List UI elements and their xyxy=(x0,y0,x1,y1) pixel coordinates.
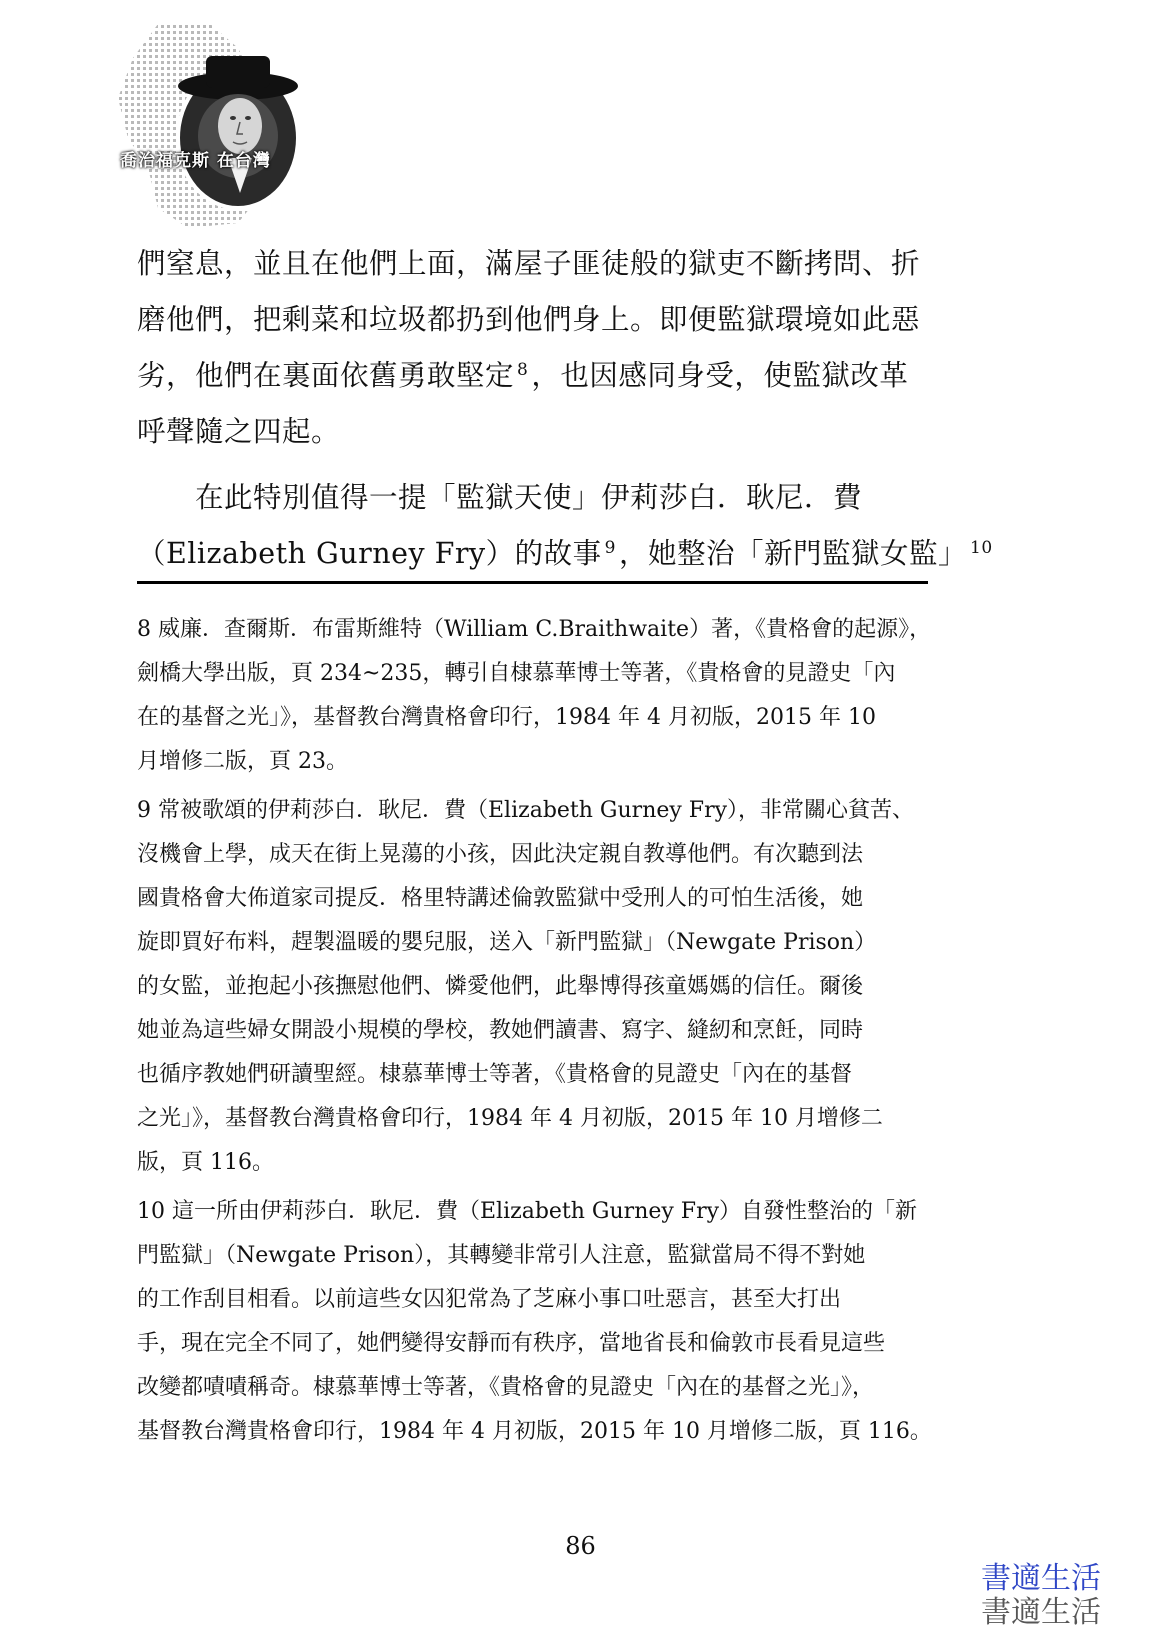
footnote-line: 門監獄」（Newgate Prison），其轉變非常引人注意，監獄當局不得不對她 xyxy=(137,1243,866,1268)
footnote-line: 沒機會上學，成天在街上晃蕩的小孩，因此決定親自教導他們。有次聽到法 xyxy=(137,842,864,867)
footnote-line: 月增修二版，頁 23。 xyxy=(137,749,348,774)
footnote-line: 10 這一所由伊莉莎白．耿尼．費（Elizabeth Gurney Fry）自發性整治的「新 xyxy=(137,1199,918,1224)
footnote-line: 之光」》，基督教台灣貴格會印行，1984 年 4 月初版，2015 年 10 月增修二 xyxy=(137,1106,883,1131)
footnote-line: 的工作刮目相看。以前這些女囚犯常為了芝麻小事口吐惡言，甚至大打出 xyxy=(137,1287,842,1312)
footnote-line: 旋即買好布料，趕製溫暖的嬰兒服，送入「新門監獄」（Newgate Prison） xyxy=(137,930,877,955)
body-line xyxy=(137,348,964,404)
footnote-10 xyxy=(137,1190,964,1454)
book-logo xyxy=(88,18,300,230)
body-line: 呼聲隨之四起。 xyxy=(137,415,341,448)
footnote-line: 基督教台灣貴格會印行，1984 年 4 月初版，2015 年 10 月增修二版，頁 116。 xyxy=(137,1419,932,1444)
portrait-logo-graphic xyxy=(88,18,300,230)
footnote-ref-10[interactable]: 10 xyxy=(970,537,993,558)
footnote-line: 版，頁 116。 xyxy=(137,1150,274,1175)
footnote-line: 的女監，並抱起小孩撫慰他們、憐愛他們，此舉博得孩童媽媽的信任。爾後 xyxy=(137,974,864,999)
watermark-line: 書適生活 xyxy=(981,1561,1101,1596)
body-line-text: 劣，他們在裏面依舊勇敢堅定 xyxy=(137,359,515,392)
footnotes xyxy=(137,608,964,1459)
body-line-text: （Elizabeth Gurney Fry）的故事 xyxy=(137,537,602,570)
footnote-ref-9[interactable]: 9 xyxy=(604,537,616,558)
logo-caption: 喬治福克斯 在台灣 xyxy=(120,151,271,171)
body-line-text: ，她整治「新門監獄女監」 xyxy=(618,537,967,570)
body-line xyxy=(137,526,993,582)
footnote-line: 也循序教她們研讀聖經。棣慕華博士等著，《貴格會的見證史「內在的基督 xyxy=(137,1062,853,1087)
watermark-line: 書適生活 xyxy=(981,1595,1101,1630)
body-line: 們窒息，並且在他們上面，滿屋子匪徒般的獄吏不斷拷問、折 xyxy=(137,247,921,280)
footnote-line: 她並為這些婦女開設小規模的學校，教她們讀書、寫字、縫紉和烹飪，同時 xyxy=(137,1018,864,1043)
body-text xyxy=(137,236,993,582)
body-line: 磨他們，把剩菜和垃圾都扔到他們身上。即便監獄環境如此惡 xyxy=(137,303,921,336)
footnote-line: 劍橋大學出版，頁 234~235，轉引自棣慕華博士等著，《貴格會的見證史「內 xyxy=(137,661,896,686)
paragraph-start-line: 在此特別值得一提「監獄天使」伊莉莎白．耿尼．費 xyxy=(195,481,863,514)
footnote-separator xyxy=(137,581,928,584)
body-line-text: ，也因感同身受，使監獄改革 xyxy=(531,359,909,392)
footnote-line: 改變都嘖嘖稱奇。棣慕華博士等著，《貴格會的見證史「內在的基督之光」》， xyxy=(137,1375,875,1400)
footnote-ref-8[interactable]: 8 xyxy=(517,359,529,380)
footnote-line: 9 常被歌頌的伊莉莎白．耿尼．費（Elizabeth Gurney Fry），非常關心貧苦、 xyxy=(137,798,915,823)
page-number: 86 xyxy=(565,1532,596,1560)
footnote-9 xyxy=(137,789,964,1185)
footnote-8 xyxy=(137,608,964,784)
footnote-line: 8 威廉．查爾斯．布雷斯維特（William C.Braithwaite）著，《貴格會的起源》， xyxy=(137,617,932,642)
footnote-line: 在的基督之光」》，基督教台灣貴格會印行，1984 年 4 月初版，2015 年 10 xyxy=(137,705,876,730)
footnote-line: 手，現在完全不同了，她們變得安靜而有秩序，當地省長和倫敦市長看見這些 xyxy=(137,1331,886,1356)
watermark xyxy=(981,1562,1101,1630)
footnote-line: 國貴格會大佈道家司提反．格里特講述倫敦監獄中受刑人的可怕生活後，她 xyxy=(137,886,864,911)
